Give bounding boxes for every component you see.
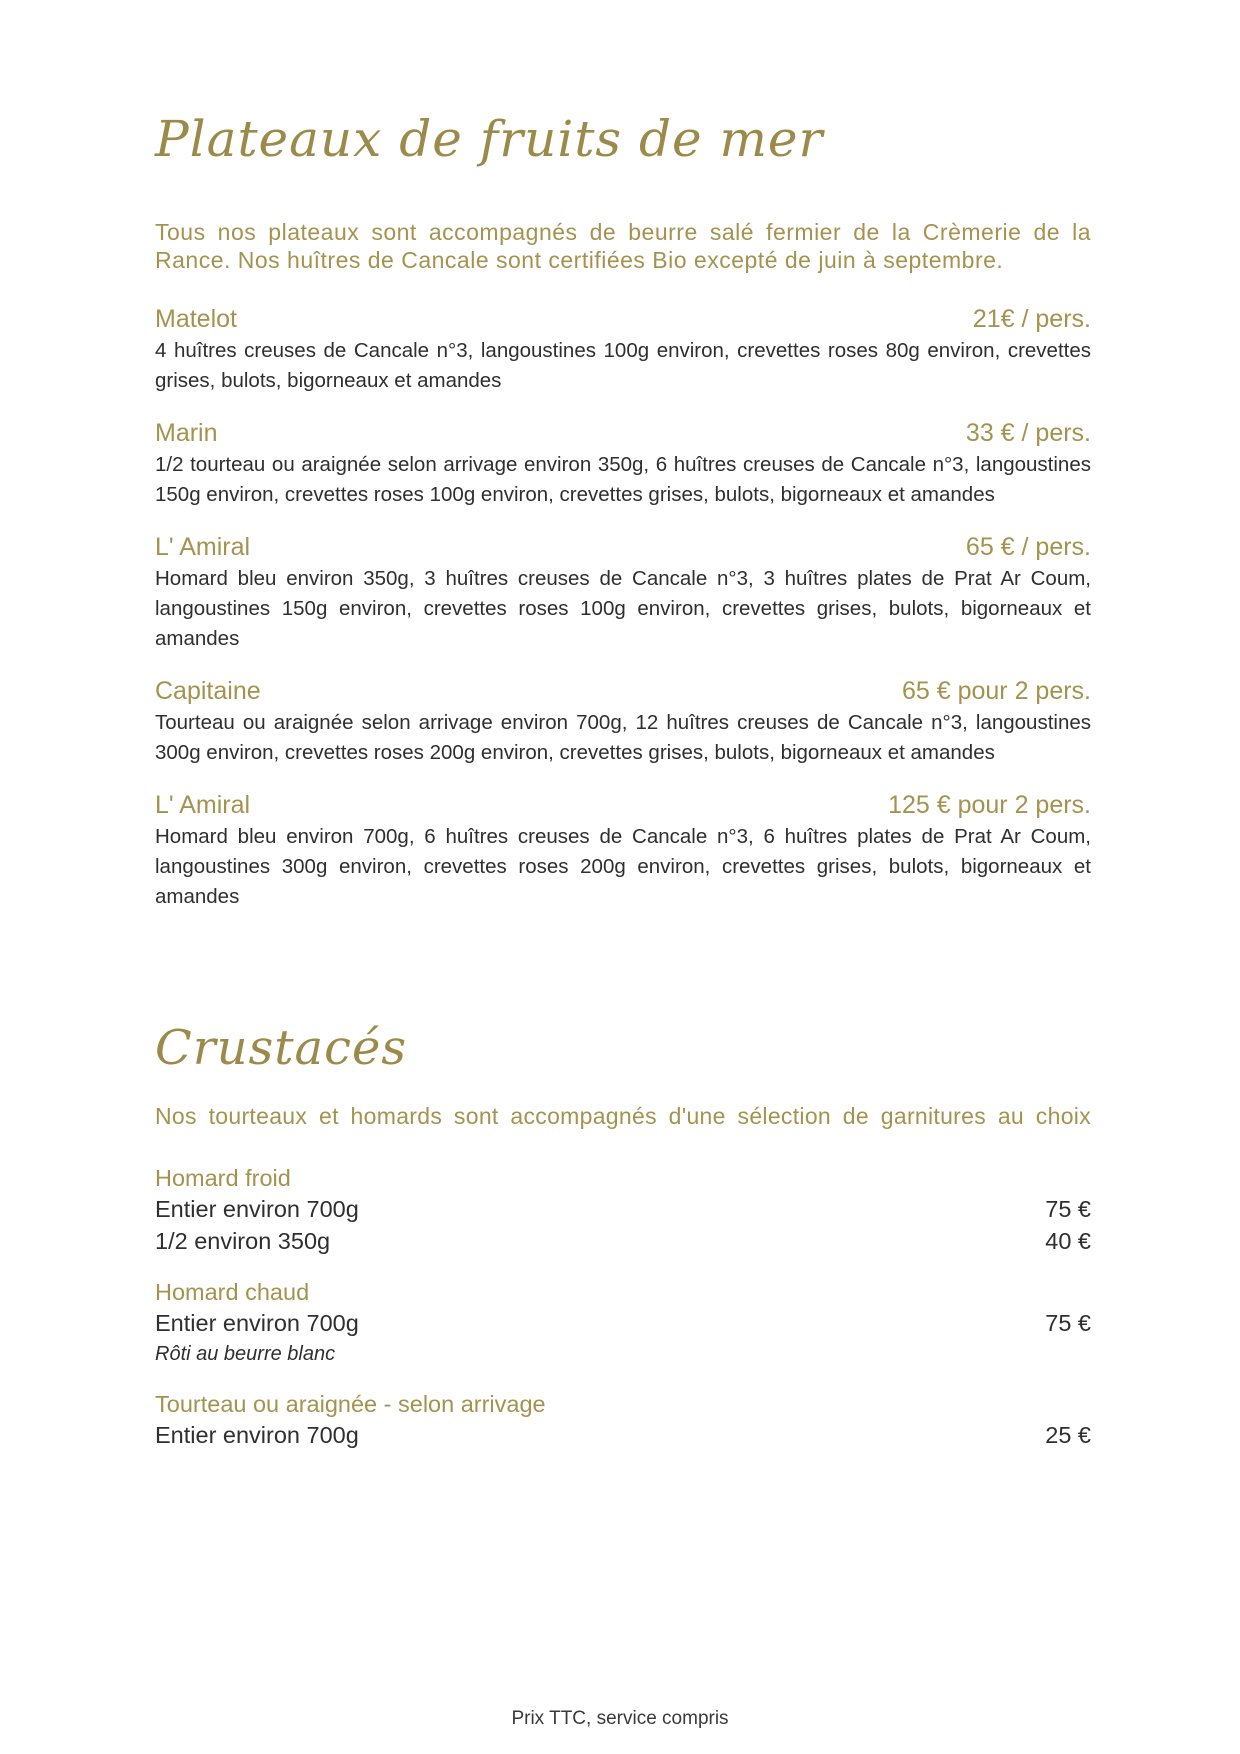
crustace-row-label: Entier environ 700g (155, 1196, 359, 1222)
menu-item-price: 125 € pour 2 pers. (888, 791, 1091, 819)
menu-item-price: 65 € pour 2 pers. (901, 677, 1091, 705)
crustace-row (155, 1419, 1091, 1451)
crustace-row-label: 1/2 environ 350g (155, 1228, 331, 1254)
crustace-row (155, 1193, 1091, 1225)
plateaux-list (155, 305, 1091, 935)
menu-item (155, 419, 1091, 510)
crustace-group-name: Tourteau ou araignée - selon arrivage (155, 1391, 546, 1417)
menu-item-description: Homard bleu environ 350g, 3 huîtres creuses de Cancale n°3, 3 huîtres plates de Prat Ar Coum, langoustines 150g environ, crevettes roses 100g environ, crevettes grises, bulots, bigorneaux et amandes (155, 567, 1091, 650)
menu-item-name: L' Amiral (155, 533, 251, 561)
menu-item-price: 21€ / pers. (972, 305, 1091, 333)
crustaces-list (155, 1163, 1091, 1471)
menu-item (155, 677, 1091, 768)
plateaux-intro: Tous nos plateaux sont accompagnés de beurre salé fermier de la Crèmerie de la Rance. Nos huîtres de Cancale sont certifiées Bio excepté de juin à septembre. (155, 219, 1091, 273)
crustace-note: Rôti au beurre blanc (155, 1343, 336, 1365)
crustaces-intro: Nos tourteaux et homards sont accompagnés d'une sélection de garnitures au choix (155, 1103, 1091, 1129)
menu-item-name: Matelot (155, 305, 237, 333)
menu-item (155, 791, 1091, 912)
menu-item-name: Capitaine (155, 677, 261, 705)
menu-item-description: Homard bleu environ 700g, 6 huîtres creuses de Cancale n°3, 6 huîtres plates de Prat Ar Coum, langoustines 300g environ, crevettes roses 200g environ, crevettes grises, bulots, bigorneaux et amandes (155, 825, 1091, 908)
crustace-group (155, 1277, 1091, 1369)
crustace-row-price: 75 € (1045, 1310, 1091, 1336)
crustace-row (155, 1225, 1091, 1257)
menu-item-name: Marin (155, 419, 218, 447)
crustace-group-name: Homard froid (155, 1165, 291, 1191)
crustace-row-price: 25 € (1045, 1422, 1091, 1448)
menu-item-price: 65 € / pers. (965, 533, 1091, 561)
menu-item (155, 533, 1091, 654)
menu-page (155, 0, 1091, 1754)
section-title-plateaux: Plateaux de fruits de mer (155, 110, 824, 168)
menu-item (155, 305, 1091, 396)
crustace-group (155, 1389, 1091, 1451)
crustace-group (155, 1163, 1091, 1257)
crustace-row (155, 1307, 1091, 1339)
menu-item-description: Tourteau ou araignée selon arrivage environ 700g, 12 huîtres creuses de Cancale n°3, langoustines 300g environ, crevettes roses 200g environ, crevettes grises, bulots, bigorneaux et amandes (155, 711, 1091, 764)
crustace-row-price: 75 € (1045, 1196, 1091, 1222)
section-title-crustaces: Crustacés (155, 1020, 408, 1076)
crustace-row-price: 40 € (1045, 1228, 1091, 1254)
crustace-row-label: Entier environ 700g (155, 1310, 359, 1336)
crustace-row-label: Entier environ 700g (155, 1422, 359, 1448)
crustace-group-name: Homard chaud (155, 1279, 310, 1305)
footer-note: Prix TTC, service compris (511, 1708, 729, 1729)
menu-item-price: 33 € / pers. (965, 419, 1091, 447)
menu-item-description: 1/2 tourteau ou araignée selon arrivage environ 350g, 6 huîtres creuses de Cancale n°3, langoustines 150g environ, crevettes roses 100g environ, crevettes grises, bulots, bigorneaux et amandes (155, 453, 1091, 506)
menu-item-name: L' Amiral (155, 791, 251, 819)
menu-item-description: 4 huîtres creuses de Cancale n°3, langoustines 100g environ, crevettes roses 80g environ, crevettes grises, bulots, bigorneaux et amandes (155, 339, 1091, 392)
